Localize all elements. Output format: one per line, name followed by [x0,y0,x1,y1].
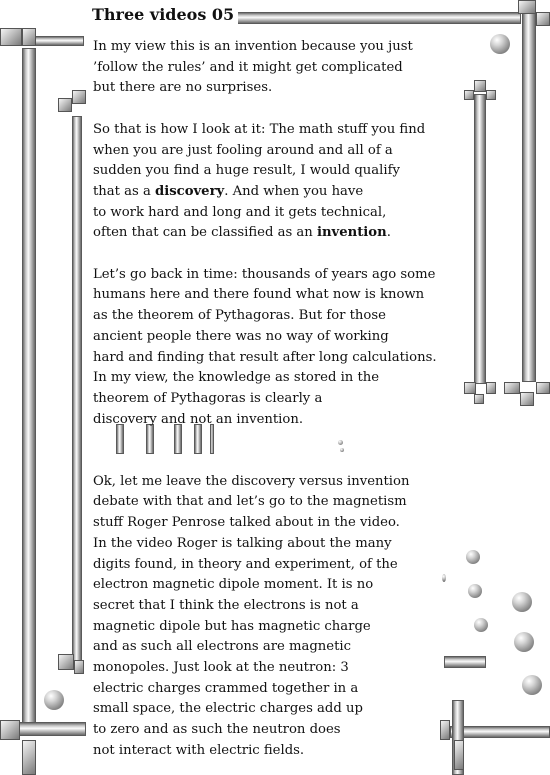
paragraph-gap [93,430,465,471]
chrome-bar-bottom [450,726,550,738]
text-line: ’follow the rules’ and it might get complicated [93,59,403,75]
text-line: not interact with electric fields. [93,742,305,758]
chrome-block [0,720,20,740]
text-line: that as a discovery. And when you have [93,183,364,199]
chrome-bar-right-inner [474,94,486,384]
text-line: secret that I think the electrons is not a [93,597,359,613]
paragraph-2 [93,120,465,244]
text-line: electron magnetic dipole moment. It is no [93,577,374,593]
page-title: Three videos 05 [88,3,238,27]
emphasis-term: discovery [155,183,225,199]
chrome-sphere [44,690,64,710]
text-line: to work hard and long and it gets technical, [93,204,387,220]
chrome-sphere [466,550,480,564]
chrome-block [536,12,550,26]
chrome-block [58,654,74,670]
paragraph-1 [93,37,465,99]
chrome-block [58,98,72,112]
text-line: ancient people there was no way of working [93,328,389,344]
text-line: magnetic dipole but has magnetic charge [93,618,371,634]
chrome-block [74,660,84,674]
chrome-block [536,382,550,394]
paragraph-3 [93,265,465,431]
chrome-sphere [490,34,510,54]
text-line: but there are no surprises. [93,80,273,96]
chrome-bar-left-inner [72,116,82,661]
chrome-block [518,0,536,14]
text-line: stuff Roger Penrose talked about in the video. [93,515,400,531]
chrome-block [464,90,474,100]
chrome-sphere [512,592,532,612]
text-line: often that can be classified as an invention. [93,225,391,241]
text-line: when you are just fooling around and all of a [93,142,393,158]
chrome-sphere [474,618,488,632]
text-line: Ok, let me leave the discovery versus invention [93,473,410,489]
chrome-block [464,382,476,394]
text-line: debate with that and let’s go to the magnetism [93,494,407,510]
chrome-block [486,90,496,100]
text-line: as the theorem of Pythagoras. But for those [93,308,386,324]
text-line: monopoles. Just look at the neutron: 3 [93,660,349,676]
paragraph-gap [93,244,465,265]
paragraph-gap [93,99,465,120]
text-line: theorem of Pythagoras is clearly a [93,390,323,406]
text-line: small space, the electric charges add up [93,701,363,717]
chrome-bar-left [22,48,36,730]
chrome-block [474,80,486,92]
text-line: Let’s go back in time: thousands of years ago some [93,266,436,282]
chrome-bar-top [229,12,521,24]
text-line: In the video Roger is talking about the many [93,535,392,551]
text-line: So that is how I look at it: The math stuff you find [93,121,426,137]
text-line: humans here and there found what now is known [93,287,425,303]
chrome-block [486,382,496,394]
paragraph-4 [93,472,465,762]
chrome-block [0,28,22,46]
article-body [93,37,465,762]
text-line: sudden you find a huge result, I would qualify [93,163,400,179]
chrome-sphere [468,584,482,598]
chrome-sphere [514,632,534,652]
text-line: and as such all electrons are magnetic [93,639,352,655]
text-line: discovery and not an invention. [93,411,304,427]
chrome-sphere [522,675,542,695]
chrome-block [504,382,520,394]
emphasis-term: invention [316,225,387,241]
chrome-block [22,740,36,775]
chrome-block [72,90,86,104]
text-line: In my view, the knowledge as stored in the [93,370,380,386]
text-line: electric charges crammed together in a [93,680,359,696]
text-line: hard and finding that result after long calculations. [93,349,437,365]
text-line: digits found, in theory and experiment, of the [93,556,398,572]
chrome-block [520,392,534,406]
text-line: to zero and as such the neutron does [93,722,341,738]
chrome-block [474,394,484,404]
chrome-block [22,28,36,46]
text-line: In my view this is an invention because you just [93,39,413,54]
chrome-bar-right [522,12,536,382]
